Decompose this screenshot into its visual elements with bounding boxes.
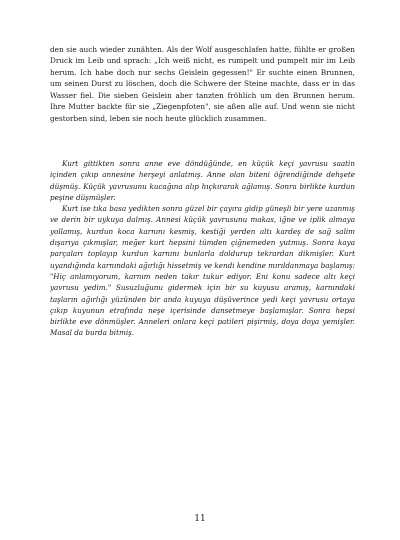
german-paragraph: den sie auch wieder zunähten. Als der Wolf ausgeschlafen hatte, fühlte er großen Druck im Leib und sprach: „Ich weiß nicht, es rumpelt und pumpelt mir im Leib herum. Ich habe doch nur sechs Geislein gegessen!" Er suchte einen Brunnen, um seinen Durst zu löschen, doch die Schwere der Steine machte, dass er in das Wasser fiel. Die sieben Geislein aber tanzten fröhlich um den Brunnen herum. Ihre Mutter backte für sie „Ziegenpfoten", sie aßen alle auf. Und wenn sie nicht gestorben sind, leben sie noch heute glücklich zusammen. xyxy=(50,45,355,123)
turkish-paragraph-1: Kurt gittikten sonra anne eve döndüğünde, en küçük keçi yavrusu saatin içinden çıkıp annesine herşeyi anlatmış. Anne olan biteni öğrendiğinde dehşete düşmüş. Küçük yavrusunu kucağına alıp hıçkırarak ağlamış. Sonra birlikte kurdun peşine düşmüşler. xyxy=(50,159,355,202)
turkish-section xyxy=(50,158,355,339)
turkish-paragraph-2: Kurt ise tıka basa yedikten sonra güzel bir çayıra gidip güneşli bir yere uzanmış ve derin bir uykuya dalmış. Annesi küçük yavrusunu makas, iğne ve iplik almaya yollamış, kurdun koca karnını kesmiş, kestiği yerden altı kardeş de sağ salim dışarıya çıkmışlar, meğer kurt hepsini tümden çiğnemeden yutmuş. Sonra kaya parçaları toplayıp kurdun karnını bunlarla doldurup tekrardan dikmişler. Kurt uyandığında karnındaki ağırlığı hissetmiş ve kendi kendine mırıldanmaya başlamış: "Hiç anlamıyorum, karnım neden takır tukur ediyor. Eni konu sadece altı keçi yavrusu yedim." Susuzluğunu gidermek için bir su kuyusu aramış, karnındaki taşların ağırlığı yüzünden bir anda kuyuya düşüverince yedi keçi yavrusu ortaya çıkıp kuyunun etrafında neşe içerisinde dansetmeye başlamışlar. Sonra hepsi birlikte eve dönmüşler. Anneleri onlara keçi patileri pişirmiş, doya doya yemişler. Masal da burda bitmiş. xyxy=(50,204,355,338)
page-number: 11 xyxy=(194,514,206,524)
